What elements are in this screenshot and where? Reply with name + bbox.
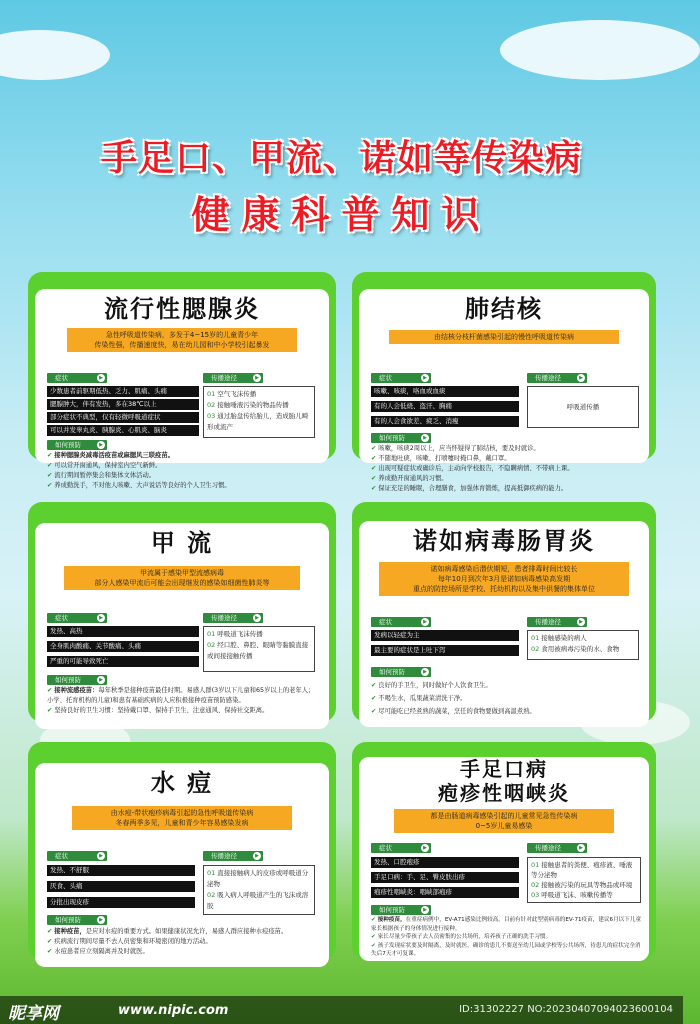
- card-title: 手足口病: [460, 757, 548, 781]
- prevent-tag: 如何预防 ▶: [371, 433, 431, 443]
- watermark-url: www.nipic.com: [118, 1003, 229, 1018]
- symptom-item: 严重的可能导致死亡: [47, 656, 199, 667]
- symptoms-tag: 症状 ▶: [371, 373, 431, 383]
- symptoms-tag: 症状 ▶: [47, 373, 107, 383]
- watermark-bar: [0, 996, 683, 1024]
- intro-bar: 甲流属于感染甲型流感病毒 部分人感染甲流后可能会出现继发的感染如细菌性肺炎等: [64, 566, 300, 590]
- symptom-item: 厌食、头痛: [47, 881, 195, 892]
- prevent-list: ✔ 咳嗽，咳痰2周以上，应当怀疑得了肺结核，要及时就诊。 ✔ 不随地吐痰，咳嗽、打喷嚏时掩口鼻，戴口罩。 ✔ 出现可疑症状或确诊后，主动向学校报告，不隐瞒病情、不带病上课。 ✔ 养成勤开窗通风的习惯。 ✔ 保证充足的睡眠，合理膳食，加强体育锻炼，提高抵御疾病的能力。: [371, 445, 574, 492]
- card-mumps: [28, 272, 336, 489]
- symptom-item: 部分症状不典型，仅有轻微呼吸道症状: [47, 412, 199, 423]
- route-box: 01 空气飞沫传播 02 接触唾液污染的物品传播 03 通过胎盘传给胎儿，造成胎儿畸形或流产: [203, 386, 315, 438]
- symptom-item: 发热、口腔疱疹: [371, 857, 519, 868]
- prevent-tag: 如何预防 ▶: [47, 915, 107, 925]
- card-flu: [28, 502, 336, 722]
- symptom-item: 手足口病：手、足、臀皮肤出疹: [371, 872, 519, 883]
- route-tag: 传播途径 ▶: [527, 617, 587, 627]
- symptoms-tag: 症状 ▶: [371, 617, 431, 627]
- symptoms-tag: 症状 ▶: [47, 613, 107, 623]
- symptom-item: 发热、高热: [47, 626, 199, 637]
- prevent-list: ✔ 接种流感疫苗：每年秋季是接种疫苗最佳时期。易感人群(3岁以下儿童和65岁以上的老年人；小学、托育机构的儿童)和患有基础疾病的人应积极接种疫苗预防感染。 ✔ 坚持良好的卫生习惯：坚持戴口罩、保持手卫生、注意通风、保持社交距离。: [47, 687, 315, 714]
- page-subtitle: 健康科普知识: [191, 193, 492, 237]
- route-box: 01 接触感染的病人 02 食用被病毒污染的水、食物: [527, 630, 639, 660]
- route-box: 01 直接接触病人的皮疹或呼吸道分泌物 02 吸入病人呼吸道产生的飞沫或溶胶: [203, 865, 315, 915]
- symptom-item: 有的人会食欲差、疲乏、消瘦: [371, 416, 519, 427]
- card-hfmd: [352, 742, 656, 960]
- card-title: 水 痘: [150, 769, 214, 797]
- symptom-item: 发热、不舒服: [47, 865, 195, 876]
- cloud: [0, 30, 110, 80]
- prevent-tag: 如何预防 ▶: [47, 675, 107, 685]
- intro-bar: 急性呼吸道传染病，多发于4~15岁的儿童青少年 传染性强，传播速度快，易在幼儿园和中小学校引起暴发: [67, 328, 297, 352]
- intro-bar: 都是由肠道病毒感染引起的儿童常见急性传染病 0~5岁儿童易感染: [394, 809, 614, 833]
- symptom-item: 腮腺肿大，伴有发热，多在38℃以上: [47, 399, 199, 410]
- symptoms-tag: 症状 ▶: [47, 851, 107, 861]
- intro-bar: 诺如病毒感染后潜伏期短，患者排毒时间比较长 每年10月到次年3月是诺如病毒感染高发期 重点的防控场所是学校、托幼机构以及集中供餐的集体单位: [379, 562, 629, 596]
- prevent-tag: 如何预防 ▶: [47, 440, 107, 450]
- symptom-item: 有的人会低烧、盗汗、胸痛: [371, 401, 519, 412]
- prevent-list: ✔ 接种疫苗，在重症病例中，EV-A71感染比例较高。目前有针对此型别病毒的EV-71疫苗，建议6月以下儿童家长根据孩子的身体情况进行接种。 ✔ 家长尽量少带孩子去人员密集的公共场所，培养孩子正确的洗手习惯。 ✔ 孩子发现症状要及时隔离，及时就医。确诊的患儿不要送至幼儿园或学校等公共场所，待患儿的症状完全消失后7天才可复课。: [371, 917, 642, 957]
- symptom-item: 最主要的症状是上吐下泻: [371, 645, 519, 656]
- route-box: 01 呼吸道飞沫传播 02 经口腔、鼻腔、眼睛等黏膜直接或间接接触传播: [203, 626, 315, 672]
- prevent-list: ✔ 接种腮腺炎减毒活疫苗或麻腮风三联疫苗。 ✔ 可以常开窗通风，保持室内空气新鲜。 ✔ 流行期间暂停集会和集体文体活动。 ✔ 养成勤洗手，不对他人咳嗽、大声说话等良好的个人卫生习惯。: [47, 452, 231, 489]
- route-tag: 传播途径 ▶: [527, 843, 587, 853]
- intro-bar: 由结核分枝杆菌感染引起的慢性呼吸道传染病: [389, 330, 619, 344]
- route-tag: 传播途径 ▶: [203, 851, 263, 861]
- prevent-tag: 如何预防 ▶: [371, 905, 431, 915]
- prevent-list: ✔ 良好的手卫生，同时做好个人饮食卫生。 ✔ 不喝生水，瓜果蔬菜清洗干净。 ✔ 尽可能吃已经煮熟的蔬菜，烹任的食物要做到高温煮熟。: [371, 682, 536, 715]
- card-chickenpox: [28, 742, 336, 960]
- route-tag: 传播途径 ▶: [527, 373, 587, 383]
- route-tag: 传播途径 ▶: [203, 613, 263, 623]
- card-title: 诺如病毒肠胃炎: [413, 527, 595, 555]
- card-title: 肺结核: [465, 295, 543, 323]
- prevent-tag: 如何预防 ▶: [371, 667, 431, 677]
- watermark-id: ID:31302227 NO:20230407094023600104: [459, 1004, 673, 1015]
- symptom-item: 发病以轻症为主: [371, 630, 519, 641]
- symptom-item: 分批出现皮疹: [47, 897, 195, 908]
- card-title-line2: 疱疹性咽峡炎: [438, 781, 570, 805]
- card-norovirus: [352, 502, 656, 722]
- symptom-item: 全身肌肉酸痛、关节酸痛、头痛: [47, 641, 199, 652]
- card-title: 甲 流: [150, 529, 214, 557]
- route-tag: 传播途径 ▶: [203, 373, 263, 383]
- symptom-item: 少数患者前驱期低热、乏力、肌痛、头痛: [47, 386, 199, 397]
- card-tb: [352, 272, 656, 492]
- intro-bar: 由水痘-带状疱疹病毒引起的急性呼吸道传染病 冬春两季多见，儿童和青少年容易感染发病: [72, 806, 292, 830]
- cloud: [500, 20, 700, 80]
- watermark-logo: 昵享网: [8, 1004, 59, 1024]
- page-title: 手足口、甲流、诺如等传染病: [100, 138, 582, 179]
- prevent-list: ✔ 接种疫苗，是应对水痘的重要方式。如果健康状况允许，易感人群应接种水痘疫苗。 ✔ 疾病流行期间尽量不去人员密集和环境密闭的地方活动。 ✔ 水痘患者应立刻隔离并及时就医。: [47, 928, 288, 955]
- symptoms-tag: 症状 ▶: [371, 843, 431, 853]
- symptom-item: 疱疹性咽峡炎：咽峡部疱疹: [371, 887, 519, 898]
- route-box: 呼吸道传播: [527, 386, 639, 428]
- card-title: 流行性腮腺炎: [104, 295, 260, 323]
- route-box: 01 接触患者的粪便、疱疹液、唾液等分泌物 02 接触被污染的玩具等物品或环境 03 呼吸道飞沫、咳嗽传播等: [527, 857, 641, 903]
- symptom-item: 可以并发睾丸炎、胰腺炎、心肌炎、脑炎: [47, 425, 199, 436]
- symptom-item: 咳嗽、咳痰，咯血或血痰: [371, 386, 519, 397]
